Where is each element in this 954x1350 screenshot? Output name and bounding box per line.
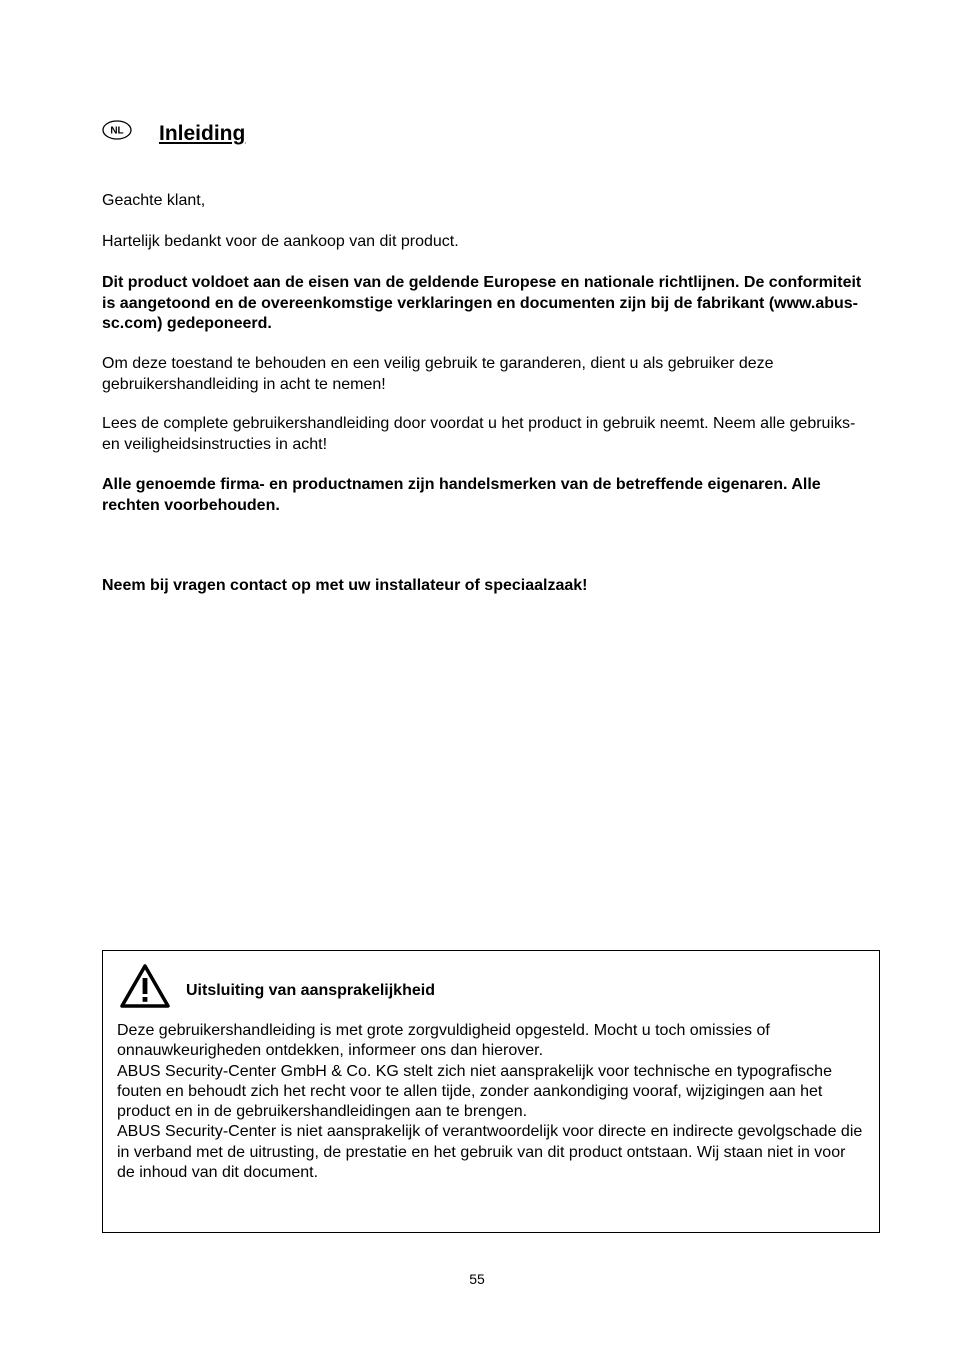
trademarks-notice: Alle genoemde firma- en productnamen zijn handelsmerken van de betreffende eigenaren. Alle rechten voorbehouden. (102, 476, 821, 514)
contact-notice: Neem bij vragen contact op met uw installateur of speciaalzaak! (102, 577, 588, 594)
disclaimer-title: Uitsluiting van aansprakelijkheid (186, 982, 435, 999)
read-manual-text: Lees de complete gebruikershandleiding door voordat u het product in gebruik neemt. Neem alle gebruiks- en veiligheidsinstructies in acht! (102, 415, 856, 453)
conformity-notice: Dit product voldoet aan de eisen van de geldende Europese en nationale richtlijnen. De conformiteit is aangetoond en de overeenkomstige verklaringen en documenten zijn bij de fabrikant (www.abus-sc.com) gedeponeerd. (102, 274, 862, 332)
preserve-text: Om deze toestand te behouden en een veilig gebruik te garanderen, dient u als gebruiker deze gebruikershandleiding in acht te nemen! (102, 355, 774, 393)
disclaimer-paragraph: ABUS Security-Center GmbH & Co. KG stelt zich niet aansprakelijk voor technische en typografische fouten en behoudt zich het recht voor te allen tijde, zonder aankondiging vooraf, wijzigingen aan het product en in de gebruikershandleidingen aan te brengen. (117, 1062, 832, 1121)
language-badge-icon (102, 120, 132, 140)
page-number: 55 (469, 1271, 485, 1287)
disclaimer-text (117, 1021, 867, 1183)
page-title: Inleiding (159, 122, 246, 145)
language-badge-label: NL (110, 125, 124, 137)
greeting: Geachte klant, (102, 192, 206, 209)
disclaimer-paragraph: ABUS Security-Center is niet aansprakelijk of verantwoordelijk voor directe en indirecte gevolgschade die in verband met de uitrusting, de prestatie en het gebruik van dit product ontstaan. Wij staan niet in voor de inhoud van dit document. (117, 1123, 863, 1182)
warning-triangle-icon (119, 963, 171, 1009)
thanks-text: Hartelijk bedankt voor de aankoop van dit product. (102, 233, 459, 250)
disclaimer-paragraph: Deze gebruikershandleiding is met grote zorgvuldigheid opgesteld. Mocht u toch omissies of onnauwkeurigheden ontdekken, informeer ons dan hierover. (117, 1022, 770, 1060)
disclaimer-box (102, 950, 880, 1233)
